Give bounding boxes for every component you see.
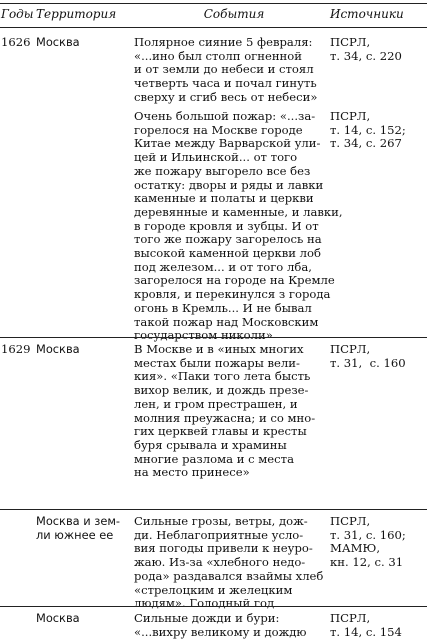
territory-cell: Москва xyxy=(36,35,80,49)
source-cell: ПСРЛ, т. 14, с. 152; т. 34, с. 267 xyxy=(330,109,406,151)
event-cell: Очень большой пожар: «...за- горелося на Москве городе Китае между Варварской ули- цей и Ильинской... от того же пожару выгорело все без остатку: дворы и ряды и лавки каменные и полаты и церкви деревянные и каменные, и лавки, в городе кровля и зубцы. И от того же пожару загорелось на высокой каменной церкви лоб под железом... и от того лба, загорелося на городе на Кремле кровля, и перекинулся з города огонь в Кремль... И не бывал такой пожар над Московским государством николи» xyxy=(134,109,343,343)
year-cell: 1626 xyxy=(1,35,31,49)
row-rule xyxy=(0,509,427,510)
header-events: События xyxy=(203,7,265,21)
header-sources: Источники xyxy=(330,7,404,21)
source-cell: ПСРЛ, т. 14, с. 154 xyxy=(330,611,402,639)
source-cell: ПСРЛ, т. 34, с. 220 xyxy=(330,35,402,63)
table-top-rule xyxy=(0,3,427,4)
event-cell: Сильные грозы, ветры, дож- ди. Неблагоприятные усло- вия погоды привели к неуро- жаю. Из-за «хлебного недо- рода» раздавался взаймы хлеб «стрелоцким и желецким людям». Голодный год xyxy=(134,514,324,611)
header-years: Годы xyxy=(1,7,34,21)
event-cell: В Москве и в «иных многих местах были пожары вели- кия». «Паки того лета бысть вихор велик, и дождь презе- лен, и гром престрашен, и молния преужасна; и со мно- гих церквей главы и кресты буря срывала и храмины многие разлома и с места на место принесе» xyxy=(134,342,316,480)
event-cell: Сильные дожди и бури: «...вихру великому и дождю xyxy=(134,611,307,639)
territory-cell: Москва xyxy=(36,342,80,356)
header-territory: Территория xyxy=(36,7,117,21)
row-rule xyxy=(0,337,427,338)
territory-cell: Москва xyxy=(36,611,80,625)
source-cell: ПСРЛ, т. 31, с. 160; МАМЮ, кн. 12, с. 31 xyxy=(330,514,406,570)
source-cell: ПСРЛ, т. 31, с. 160 xyxy=(330,342,406,370)
event-cell: Полярное сияние 5 февраля: «...ино был столп огненной и от земли до небеси и стоял четверть часа и почал гинуть сверху и сгиб весь от небеси» xyxy=(134,35,318,104)
header-rule xyxy=(0,27,427,28)
year-cell: 1629 xyxy=(1,342,31,356)
row-rule xyxy=(0,606,427,607)
territory-cell: Москва и зем- ли южнее ее xyxy=(36,514,121,542)
